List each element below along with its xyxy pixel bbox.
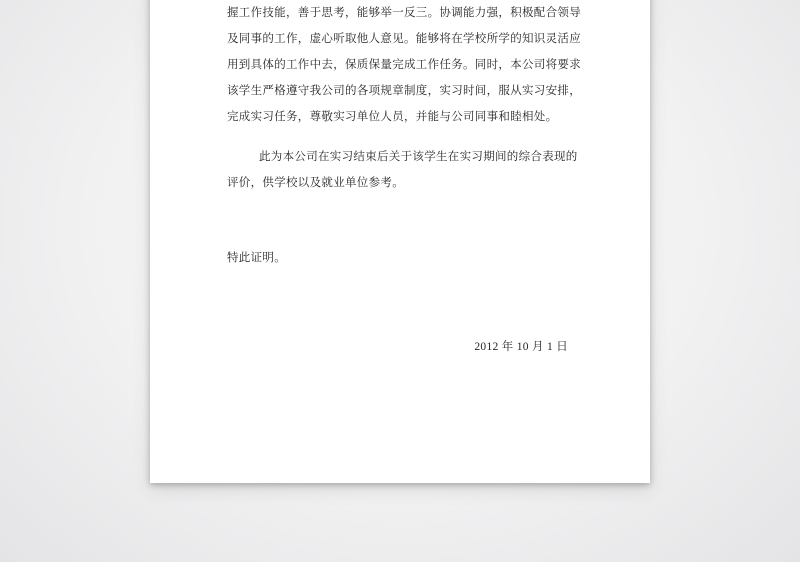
text-line: 该学生严格遵守我公司的各项规章制度，实习时间，服从实习安排， xyxy=(227,83,581,97)
document-page xyxy=(150,0,650,483)
text-line: 用到具体的工作中去，保质保量完成工作任务。同时，本公司将要求 xyxy=(227,57,581,71)
text-line: 及同事的工作，虚心听取他人意见。能够将在学校所学的知识灵活应 xyxy=(227,31,581,45)
body-paragraph-2 xyxy=(227,143,582,195)
signature-date: 2012 年 10 月 1 日 xyxy=(474,341,568,353)
closing-statement: 特此证明。 xyxy=(227,250,286,264)
body-paragraph-1 xyxy=(227,0,582,129)
text-line: 握工作技能，善于思考，能够举一反三。协调能力强，积极配合领导 xyxy=(227,5,581,19)
text-line: 此为本公司在实习结束后关于该学生在实习期间的综合表现的 xyxy=(259,149,578,163)
text-line: 完成实习任务，尊敬实习单位人员，并能与公司同事和睦相处。 xyxy=(227,109,558,123)
text-line: 评价，供学校以及就业单位参考。 xyxy=(227,175,404,189)
